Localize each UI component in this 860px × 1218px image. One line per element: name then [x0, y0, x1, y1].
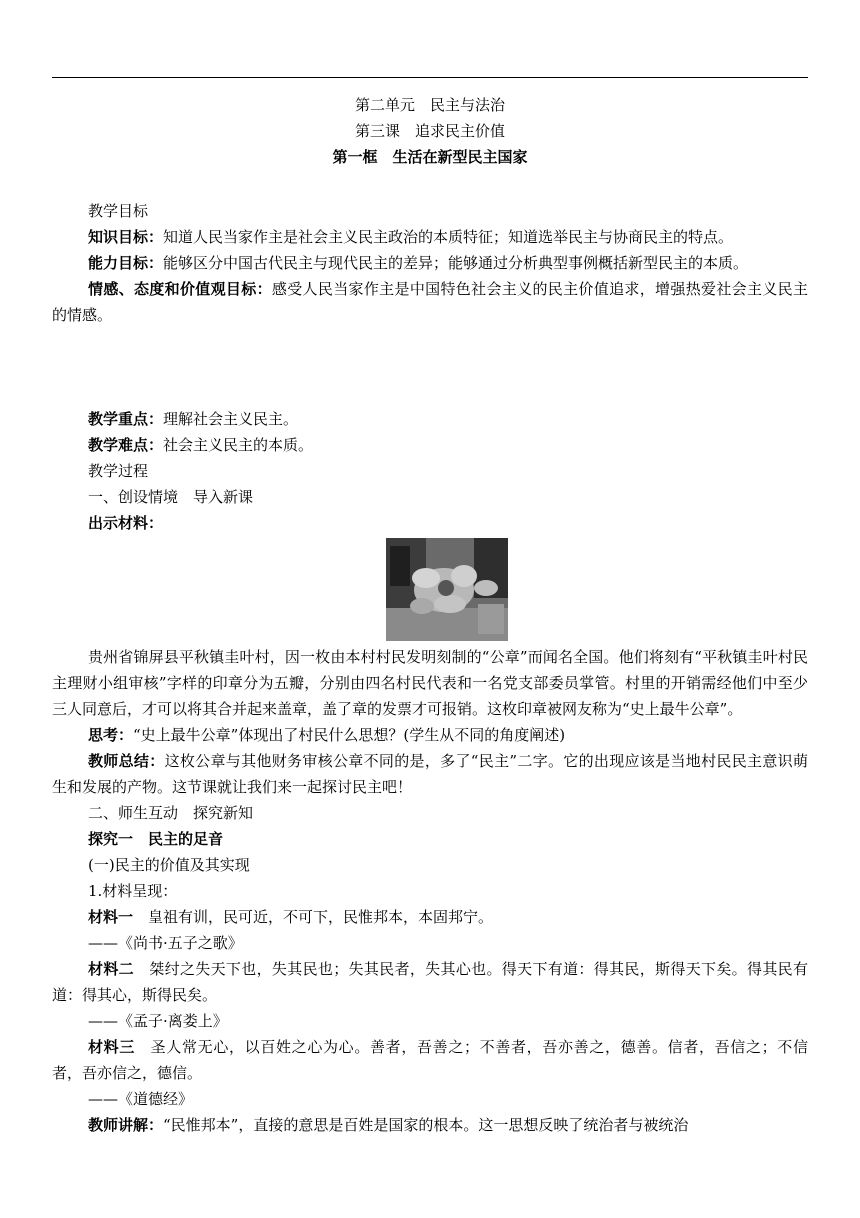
emotion-text: 感受人民当家作主是中国特色社会主义的民主价值追求，增强热爱社会主义民主的情感。 [52, 280, 808, 324]
m3-text: 圣人常无心，以百姓之心为心。善者，吾善之；不善者，吾亦善之，德善。信者，吾信之；不信者，吾亦信之，德信。 [52, 1038, 808, 1082]
emotion-goal [52, 276, 808, 328]
goals-block [52, 198, 808, 328]
knowledge-text: 知道人民当家作主是社会主义民主政治的本质特征；知道选举民主与协商民主的特点。 [163, 228, 734, 246]
process-heading: 教学过程 [88, 462, 149, 480]
m3-label: 材料三 [88, 1038, 135, 1056]
m2-text: 桀纣之失天下也，失其民也；失其民者，失其心也。得天下有道：得其民，斯得天下矣。得其民有道：得其心，斯得民矣。 [52, 960, 808, 1004]
emotion-label: 情感、态度和价值观目标： [88, 280, 272, 298]
step1-heading: 一、创设情境 导入新课 [88, 488, 254, 506]
section-title: 第一框 生活在新型民主国家 [332, 148, 528, 166]
teacher-label: 教师讲解： [88, 1116, 164, 1134]
hands-seal-photo [386, 538, 508, 641]
m3-source: ——《道德经》 [88, 1090, 194, 1108]
think-label: 思考： [88, 726, 134, 744]
summary-label: 教师总结： [88, 752, 165, 770]
lesson-title: 第三课 追求民主价值 [354, 122, 505, 140]
ability-text: 能够区分中国古代民主与现代民主的差异；能够通过分析典型事例概括新型民主的本质。 [163, 254, 749, 272]
knowledge-goal [52, 224, 808, 250]
explore-sub: (一)民主的价值及其实现 [88, 856, 250, 874]
show-material-label: 出示材料： [88, 514, 164, 532]
unit-title: 第二单元 民主与法治 [354, 96, 505, 114]
m2-label: 材料二 [88, 960, 134, 978]
teacher-text: “民惟邦本”，直接的意思是百姓是国家的根本。这一思想反映了统治者与被统治 [163, 1116, 689, 1134]
difficult-point [52, 432, 808, 458]
focus-block [52, 406, 808, 536]
summary-text: 这枚公章与其他财务审核公章不同的是，多了“民主”二字。它的出现应该是当地村民民主意识萌生和发展的产物。这节课就让我们来一起探讨民主吧！ [52, 752, 808, 796]
story-block [52, 644, 808, 1138]
story-text: 贵州省锦屏县平秋镇圭叶村，因一枚由本村村民发明刻制的“公章”而闻名全国。他们将刻有“平秋镇圭叶村民主理财小组审核”字样的印章分为五瓣，分别由四名村民代表和一名党支部委员掌管。村里的开销需经他们中至少三人同意后，才可以将其合并起来盖章，盖了章的发票才可报销。这枚印章被网友称为“史上最牛公章”。 [52, 648, 808, 718]
ability-label: 能力目标： [88, 254, 164, 272]
m1-label: 材料一 [88, 908, 134, 926]
knowledge-label: 知识目标： [88, 228, 164, 246]
m2-source: ——《孟子·离娄上》 [88, 1012, 228, 1030]
difficult-label: 教学难点： [88, 436, 164, 454]
key-point [52, 406, 808, 432]
key-label: 教学重点： [88, 410, 164, 428]
header-rule [52, 77, 808, 78]
think-question [52, 722, 808, 748]
material-present: 1.材料呈现： [88, 882, 178, 900]
m1-text: 皇祖有训，民可近，不可下，民惟邦本，本固邦宁。 [133, 908, 494, 926]
ability-goal [52, 250, 808, 276]
material-3 [52, 1034, 808, 1086]
material-1 [52, 904, 808, 930]
m1-source: ——《尚书·五子之歌》 [88, 934, 243, 952]
difficult-text: 社会主义民主的本质。 [163, 436, 314, 454]
goals-heading: 教学目标 [88, 202, 149, 220]
teacher-summary [52, 748, 808, 800]
think-text: “史上最牛公章”体现出了村民什么思想？(学生从不同的角度阐述) [133, 726, 566, 744]
explore-title: 探究一 民主的足音 [88, 830, 224, 848]
material-2 [52, 956, 808, 1008]
step2-heading: 二、师生互动 探究新知 [88, 804, 254, 822]
teacher-explain [52, 1112, 808, 1138]
key-text: 理解社会主义民主。 [163, 410, 299, 428]
